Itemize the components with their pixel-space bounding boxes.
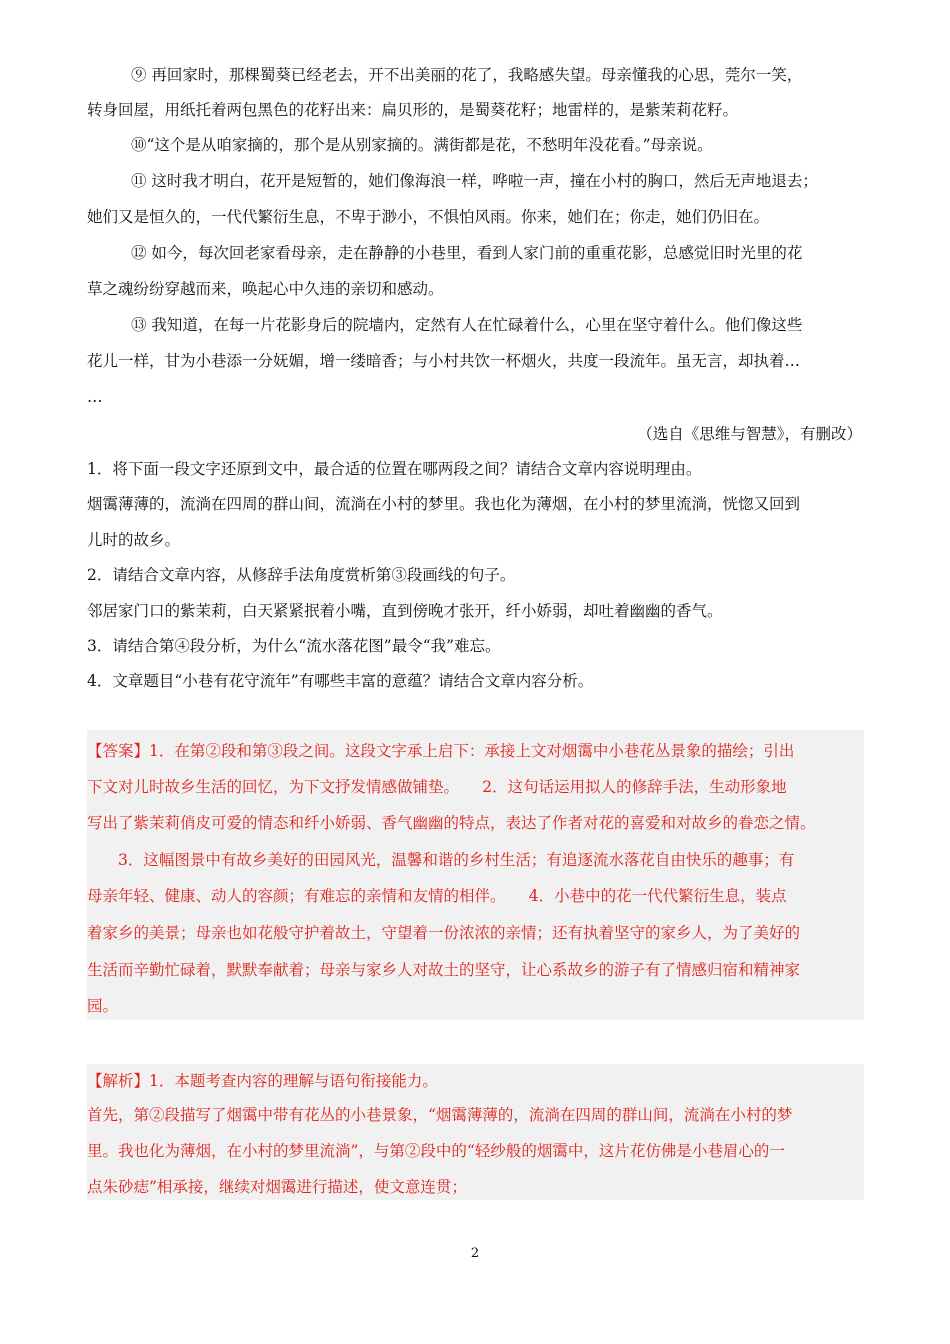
answer-line4: 3．这幅图景中有故乡美好的田园风光，温馨和谐的乡村生活；有追逐流水落花自由快乐的趣事；有 — [87, 851, 795, 869]
passage-p11-line1: ⑪ 这时我才明白，花开是短暂的，她们像海浪一样，哗啦一声，撞在小村的胸口，然后无声地退去； — [131, 172, 818, 190]
question-2-text: 邻居家门口的紫茉莉，白天紧紧抿着小嘴，直到傍晚才张开，纤小娇弱，却吐着幽幽的香气。 — [87, 602, 723, 620]
passage-p13-line2: 花儿一样，甘为小巷添一分妩媚，增一缕暗香；与小村共饮一杯烟火，共度一段流年。虽无言，却执着… — [87, 352, 801, 370]
question-1-text-line2: 儿时的故乡。 — [87, 531, 181, 549]
question-4: 4．文章题目“小巷有花守流年”有哪些丰富的意蕴？请结合文章内容分析。 — [87, 672, 594, 690]
answer-line6: 着家乡的美景；母亲也如花般守护着故土，守望着一份浓浓的亲情；还有执着坚守的家乡人，为了美好的 — [87, 924, 801, 942]
passage-p12-line1: ⑫ 如今，每次回老家看母亲，走在静静的小巷里，看到人家门前的重重花影，总感觉旧时光里的花 — [131, 244, 803, 262]
passage-p9-line1: ⑨ 再回家时，那棵蜀葵已经老去，开不出美丽的花了，我略感失望。母亲懂我的心思，莞尔一笑， — [131, 66, 803, 84]
passage-p12-line2: 草之魂纷纷穿越而来，唤起心中久违的亲切和感动。 — [87, 280, 444, 298]
question-3: 3．请结合第④段分析，为什么“流水落花图”最令“我”难忘。 — [87, 637, 501, 655]
answer-line2: 下文对儿时故乡生活的回忆，为下文抒发情感做铺垫。 2．这句话运用拟人的修辞手法，生动形象地 — [87, 778, 787, 796]
passage-source: （选自《思维与智慧》，有删改） — [637, 425, 862, 443]
answer-line3: 写出了紫茉莉俏皮可爱的情态和纤小娇弱、香气幽幽的特点，表达了作者对花的喜爱和对故乡的眷恋之情。 — [87, 814, 816, 832]
question-1-text-line1: 烟霭薄薄的，流淌在四周的群山间，流淌在小村的梦里。我也化为薄烟，在小村的梦里流淌，恍惚又回到 — [87, 495, 801, 513]
analysis-line3: 里。我也化为薄烟，在小村的梦里流淌”，与第②段中的“轻纱般的烟霭中，这片花仿佛是小巷眉心的一 — [87, 1142, 785, 1160]
analysis-line2: 首先，第②段描写了烟霭中带有花丛的小巷景象，“烟霭薄薄的，流淌在四周的群山间，流淌在小村的梦 — [87, 1106, 793, 1124]
question-2: 2．请结合文章内容，从修辞手法角度赏析第③段画线的句子。 — [87, 566, 516, 584]
passage-p13-line3: … — [87, 388, 103, 406]
analysis-line1: 【解析】1．本题考查内容的理解与语句衔接能力。 — [87, 1072, 438, 1090]
answer-line5: 母亲年轻、健康、动人的容颜；有难忘的亲情和友情的相伴。 4．小巷中的花一代代繁衍生息，装点 — [87, 887, 787, 905]
passage-p11-line2: 她们又是恒久的，一代代繁衍生息，不卑于渺小，不惧怕风雨。你来，她们在；你走，她们仍旧在。 — [87, 208, 770, 226]
analysis-line4: 点朱砂痣”相承接，继续对烟霭进行描述，使文意连贯； — [87, 1178, 467, 1196]
answer-line7: 生活而辛勤忙碌着，默默奉献着；母亲与家乡人对故土的坚守，让心系故乡的游子有了情感归宿和精神家 — [87, 961, 801, 979]
passage-p10-line1: ⑩“这个是从咱家摘的，那个是从别家摘的。满街都是花，不愁明年没花看。”母亲说。 — [131, 136, 713, 154]
answer-line8: 园。 — [87, 997, 119, 1015]
passage-p13-line1: ⑬ 我知道，在每一片花影身后的院墙内，定然有人在忙碌着什么，心里在坚守着什么。他们像这些 — [131, 316, 803, 334]
question-1: 1．将下面一段文字还原到文中，最合适的位置在哪两段之间？请结合文章内容说明理由。 — [87, 460, 702, 478]
answer-line1: 【答案】1．在第②段和第③段之间。这段文字承上启下：承接上文对烟霭中小巷花丛景象的描绘；引出 — [87, 742, 795, 760]
page-number: 2 — [470, 1246, 480, 1261]
passage-p9-line2: 转身回屋，用纸托着两包黑色的花籽出来：扁贝形的，是蜀葵花籽；地雷样的，是紫茉莉花籽。 — [87, 101, 739, 119]
